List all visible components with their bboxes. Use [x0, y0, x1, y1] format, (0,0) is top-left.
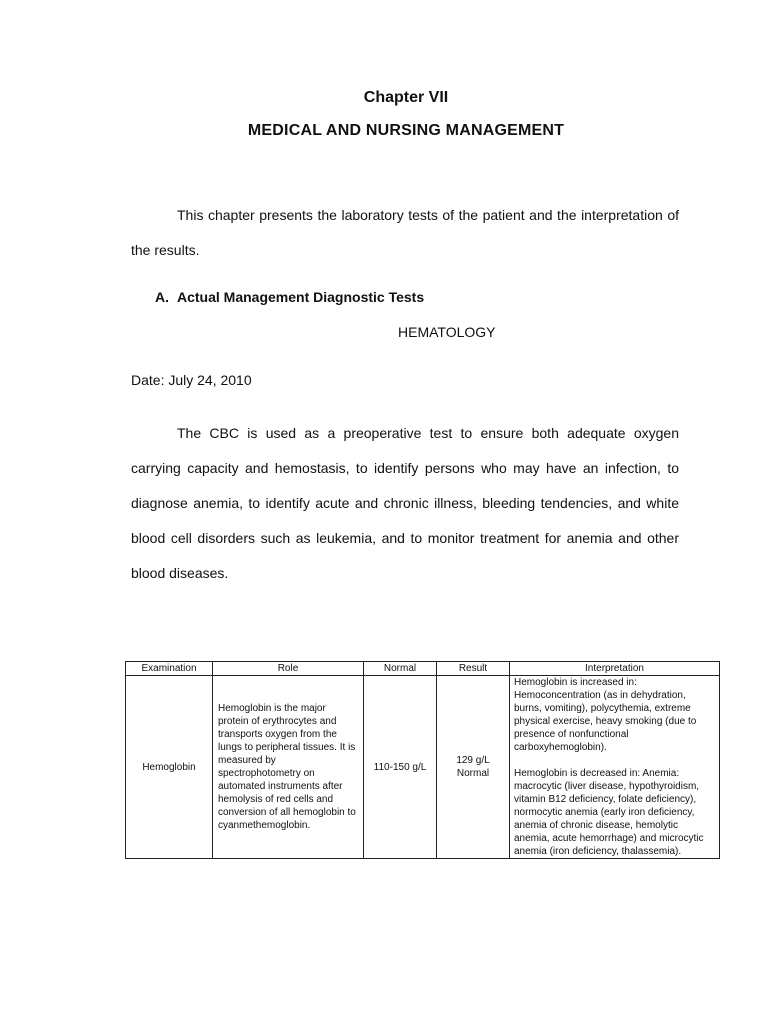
cell-examination: Hemoglobin: [126, 676, 213, 859]
table-row: [126, 676, 720, 859]
header-role: Role: [213, 662, 364, 676]
section-heading-text: Actual Management Diagnostic Tests: [177, 289, 425, 305]
subheading-hematology: HEMATOLOGY: [398, 324, 496, 340]
date-line: Date: July 24, 2010: [131, 372, 252, 388]
table-header-row: [126, 662, 720, 676]
interpretation-increased: Hemoglobin is increased in: Hemoconcentration (as in dehydration, burns, vomiting), polycythemia, extreme physical exercise, heavy smoking (due to presence of nonfunctional carboxyhemoglobin).: [514, 677, 697, 753]
cell-normal: 110-150 g/L: [364, 676, 437, 859]
cell-interpretation: [510, 676, 720, 859]
header-result: Result: [437, 662, 510, 676]
header-examination: Examination: [126, 662, 213, 676]
interpretation-decreased: Hemoglobin is decreased in: Anemia: macrocytic (liver disease, hypothyroidism, vitamin B12 deficiency, folate deficiency), normocytic anemia (early iron deficiency, anemia of chronic disease, hemolytic anemia, acute hemorrhage) and microcytic anemia (iron deficiency, thalassemia).: [514, 768, 704, 857]
header-normal: Normal: [364, 662, 437, 676]
cbc-text: The CBC is used as a preoperative test to ensure both adequate oxygen carrying capacity and hemostasis, to identify persons who may have an infection, to diagnose anemia, to identify acute and chronic illness, bleeding tendencies, and white blood cell disorders such as leukemia, and to monitor treatment for anemia and other blood diseases.: [131, 425, 679, 581]
intro-text: This chapter presents the laboratory tests of the patient and the interpretation of the results.: [131, 207, 679, 258]
cell-role: Hemoglobin is the major protein of erythrocytes and transports oxygen from the lungs to peripheral tissues. It is measured by spectrophotometry on automated instruments after hemolysis of red cells and conversion of all hemoglobin to cyanmethemoglobin.: [213, 676, 364, 859]
lab-results-table: [125, 661, 720, 859]
chapter-title: MEDICAL AND NURSING MANAGEMENT: [247, 122, 565, 139]
interpretation-gap: [514, 754, 714, 767]
cbc-paragraph: [131, 416, 679, 591]
section-letter: A.: [155, 289, 169, 305]
cell-result: 129 g/L Normal: [437, 676, 510, 859]
section-heading: [155, 289, 424, 305]
chapter-label: Chapter VII: [363, 89, 449, 106]
intro-paragraph: [131, 198, 679, 268]
header-interpretation: Interpretation: [510, 662, 720, 676]
